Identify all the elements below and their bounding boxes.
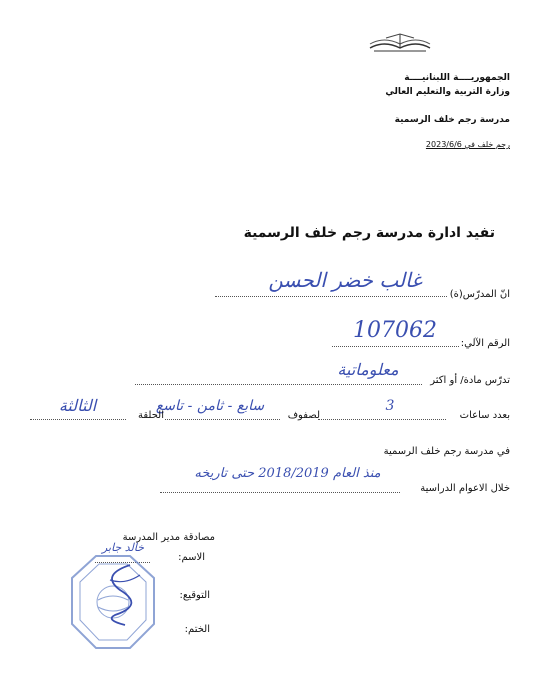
hours-dotted-line: [318, 419, 446, 420]
id-label: الرقم الآلي:: [460, 338, 510, 349]
years-value: منذ العام 2018/2019 حتى تاريخه: [194, 466, 381, 481]
signature-label: التوقيع:: [179, 590, 210, 601]
ministry-logo: [366, 28, 434, 56]
classes-label: لصفوف: [287, 410, 320, 421]
cycle-label: الحلقة: [137, 410, 164, 421]
id-value: 107062: [353, 318, 437, 343]
teacher-label: انّ المدرّس(ة): [449, 289, 510, 300]
subject-value: معلوماتية: [337, 360, 399, 379]
years-dotted-line: [160, 492, 400, 493]
cycle-dotted-line: [30, 419, 126, 420]
cycle-value: الثالثة: [58, 396, 97, 415]
name-label: الاسم:: [178, 552, 205, 563]
header-ministry: وزارة التربية والتعليم العالي: [385, 87, 510, 97]
approval-heading: مصادقة مدير المدرسة: [122, 532, 215, 543]
id-dotted-line: [332, 346, 459, 347]
years-label: خلال الاعوام الدراسية: [420, 483, 510, 494]
principal-signature: [90, 560, 160, 630]
header-place-date: رجم خلف في 2023/6/6: [425, 140, 510, 149]
hours-value: 3: [385, 398, 395, 414]
hours-label: بعدد ساعات: [459, 410, 510, 421]
classes-value: سابع - ثامن - تاسع: [155, 398, 265, 414]
classes-dotted-line: [165, 419, 280, 420]
stamp-label: الختم:: [184, 624, 210, 635]
header-school: مدرسة رجم خلف الرسمية: [394, 115, 510, 125]
subject-dotted-line: [135, 384, 422, 385]
teacher-value: غالب خضر الحسن: [268, 268, 422, 292]
page-title: تفيد ادارة مدرسة رجم خلف الرسمية: [243, 225, 495, 241]
principal-name-value: خالد جابر: [101, 541, 145, 554]
header-republic: الجمهوريــــة اللبنانيــــة: [404, 73, 510, 83]
school-line: في مدرسة رجم خلف الرسمية: [383, 446, 510, 457]
teacher-dotted-line: [215, 296, 447, 297]
subject-label: تدرّس مادة/ أو اكثر: [430, 375, 510, 386]
